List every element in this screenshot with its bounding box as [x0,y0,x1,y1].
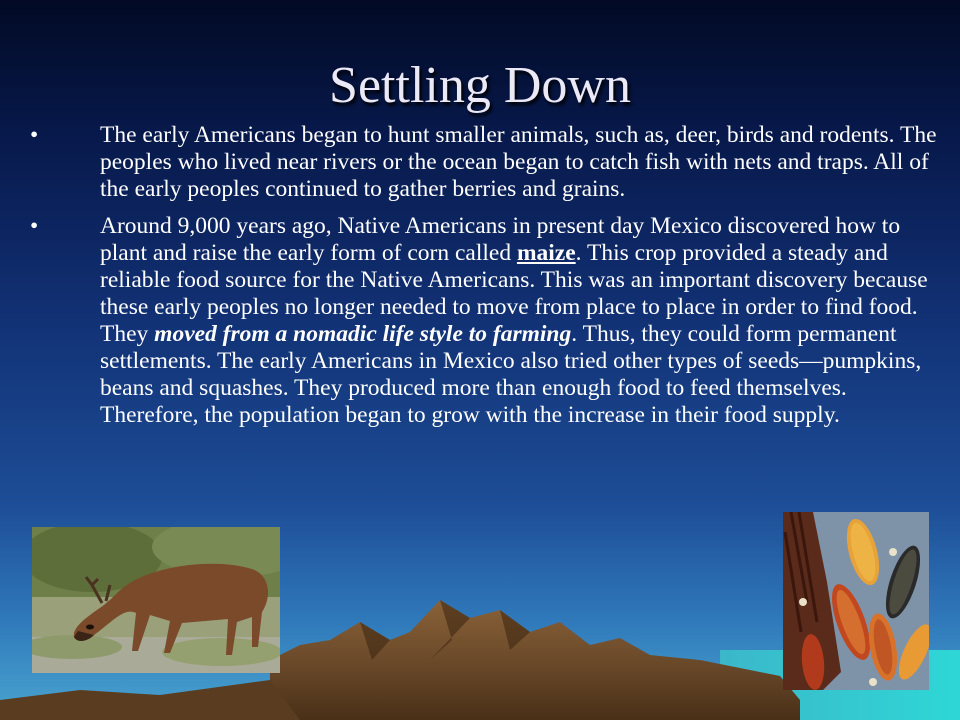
bullet-text-middle: . This crop provided a steady and reliable food source for the Native Americans. This was an important discovery because these early peoples no longer needed to move from place to place in order to find food. They [100,240,928,347]
bullet-marker: • [30,213,39,239]
deer-photo [32,527,280,673]
maize-term: maize [516,240,576,266]
bullet-marker: • [30,122,39,148]
farming-emphasis: moved from a nomadic life style to farming [154,321,572,347]
bullet-text-start: Around 9,000 years ago, Native Americans in present day Mexico discovered how to plant and raise the early form of corn called [100,213,901,266]
maize-corn-photo [783,512,929,690]
bullet-text: The early Americans began to hunt smaller animals, such as, deer, birds and rodents. The peoples who lived near rivers or the ocean began to catch fish with nets and traps. All of the early peoples continued to gather berries and grains. [100,122,937,202]
bullet-hunting [30,122,940,203]
bullet-text-end: . Thus, they could form permanent settlements. The early Americans in Mexico also tried other types of seeds—pumpkins, beans and squashes. They produced more than enough food to feed themselves. Therefore, the population began to grow with the increase in their food supply. [100,321,922,428]
slide-title: Settling Down [329,57,631,114]
bullet-maize [30,213,940,429]
foreground-hill [0,680,300,720]
slide-body [30,122,940,439]
